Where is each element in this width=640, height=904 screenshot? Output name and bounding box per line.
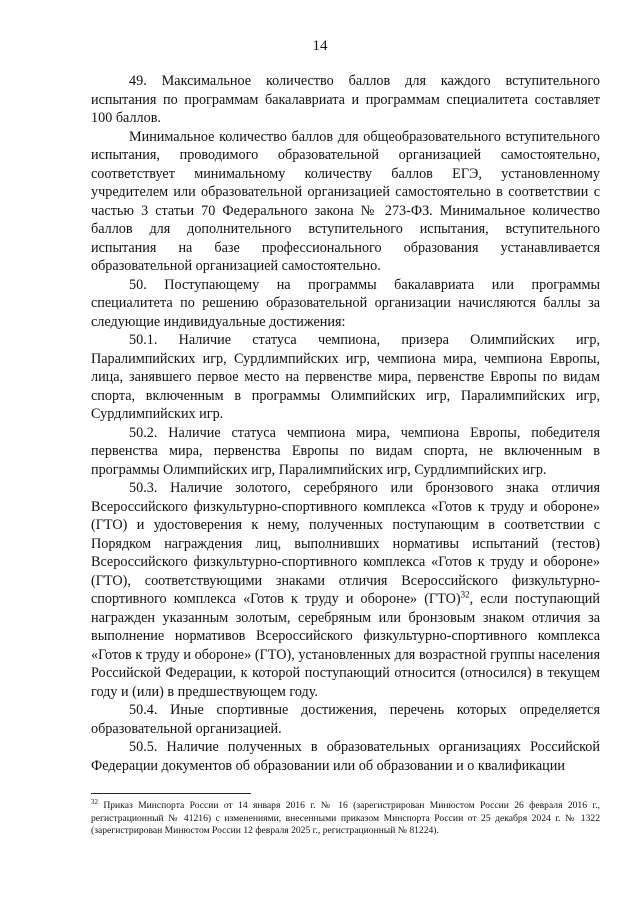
paragraph-50-4: 50.4. Иные спортивные достижения, перечень которых определяется образовательной организацией. [91,702,600,737]
paragraph-50-3-text-end: , если поступающий награжден указанным золотым, серебряным или бронзовым знаком отличия за выполнение нормативов Всероссийского физкультурно-спортивного комплекса «Готов к труду и обороне» (ГТО), установленных для возрастной группы населения Российской Федерации, к которой поступающий относится (относился) в текущем году и (или) в предшествующем году. [91,591,600,700]
paragraph-50: 50. Поступающему на программы бакалавриата или программы специалитета по решению образовательной организации начисляются баллы за следующие индивидуальные достижения: [91,276,600,330]
paragraph-50-2: 50.2. Наличие статуса чемпиона мира, чемпиона Европы, победителя первенства мира, первенства Европы по видам спорта, не включенным в программы Олимпийских игр, Паралимпийских игр, Сурдлимпийских игр. [91,424,600,478]
footnote-divider [91,793,251,794]
footnote [91,797,600,838]
paragraph-49: 49. Максимальное количество баллов для каждого вступительного испытания по программам бакалавриата и программам специалитета составляет 100 баллов. [91,73,600,126]
paragraph-minimum-scores: Минимальное количество баллов для общеобразовательного вступительного испытания, проводимого образовательной организацией самостоятельно, соответствует минимальному количеству баллов ЕГЭ, установленному учредителем или образовательной организацией самостоятельно в соответствии с частью 3 статьи 70 Федерального закона № 273-ФЗ. Минимальное количество баллов для дополнительного вступительного испытания, вступительного испытания на базе профессионального образования устанавливается образовательной организацией самостоятельно. [91,128,600,274]
page-number: 14 [312,38,328,54]
footnote-text: Приказ Минспорта России от 14 января 2016 г. № 16 (зарегистрирован Минюстом России 26 февраля 2016 г., регистрационный № 41216) с изменениями, внесенными приказом Минспорта России от 25 декабря 2024 г. № 1322 (зарегистрирован Минюстом России 12 февраля 2025 г., регистрационный № 81224). [91,800,600,836]
document-body [91,72,600,775]
paragraph-50-3-text-start: 50.3. Наличие золотого, серебряного или бронзового знака отличия Всероссийского физкультурно-спортивного комплекса «Готов к труду и обороне» (ГТО) и удостоверения к нему, полученных поступающим в соответствии с Порядком награждения лиц, выполнивших нормативы испытаний (тестов) Всероссийского физкультурно-спортивного комплекса «Готов к труду и обороне» (ГТО), соответствующими знаками отличия Всероссийского физкультурно-спортивного комплекса «Готов к труду и обороне» (ГТО) [91,480,600,607]
footnote-number: 32 [91,797,98,806]
footnote-reference: 32 [460,589,470,600]
paragraph-50-1: 50.1. Наличие статуса чемпиона, призера Олимпийских игр, Паралимпийских игр, Сурдлимпийских игр, чемпиона мира, чемпиона Европы, лица, занявшего первое место на первенстве мира, первенстве Европы по видам спорта, включенным в программы Олимпийских игр, Паралимпийских игр, Сурдлимпийских игр. [91,332,600,422]
paragraph-50-5: 50.5. Наличие полученных в образовательных организациях Российской Федерации документов об образовании или об образовании и о квалификации [91,739,600,774]
paragraph-50-3 [91,479,600,701]
